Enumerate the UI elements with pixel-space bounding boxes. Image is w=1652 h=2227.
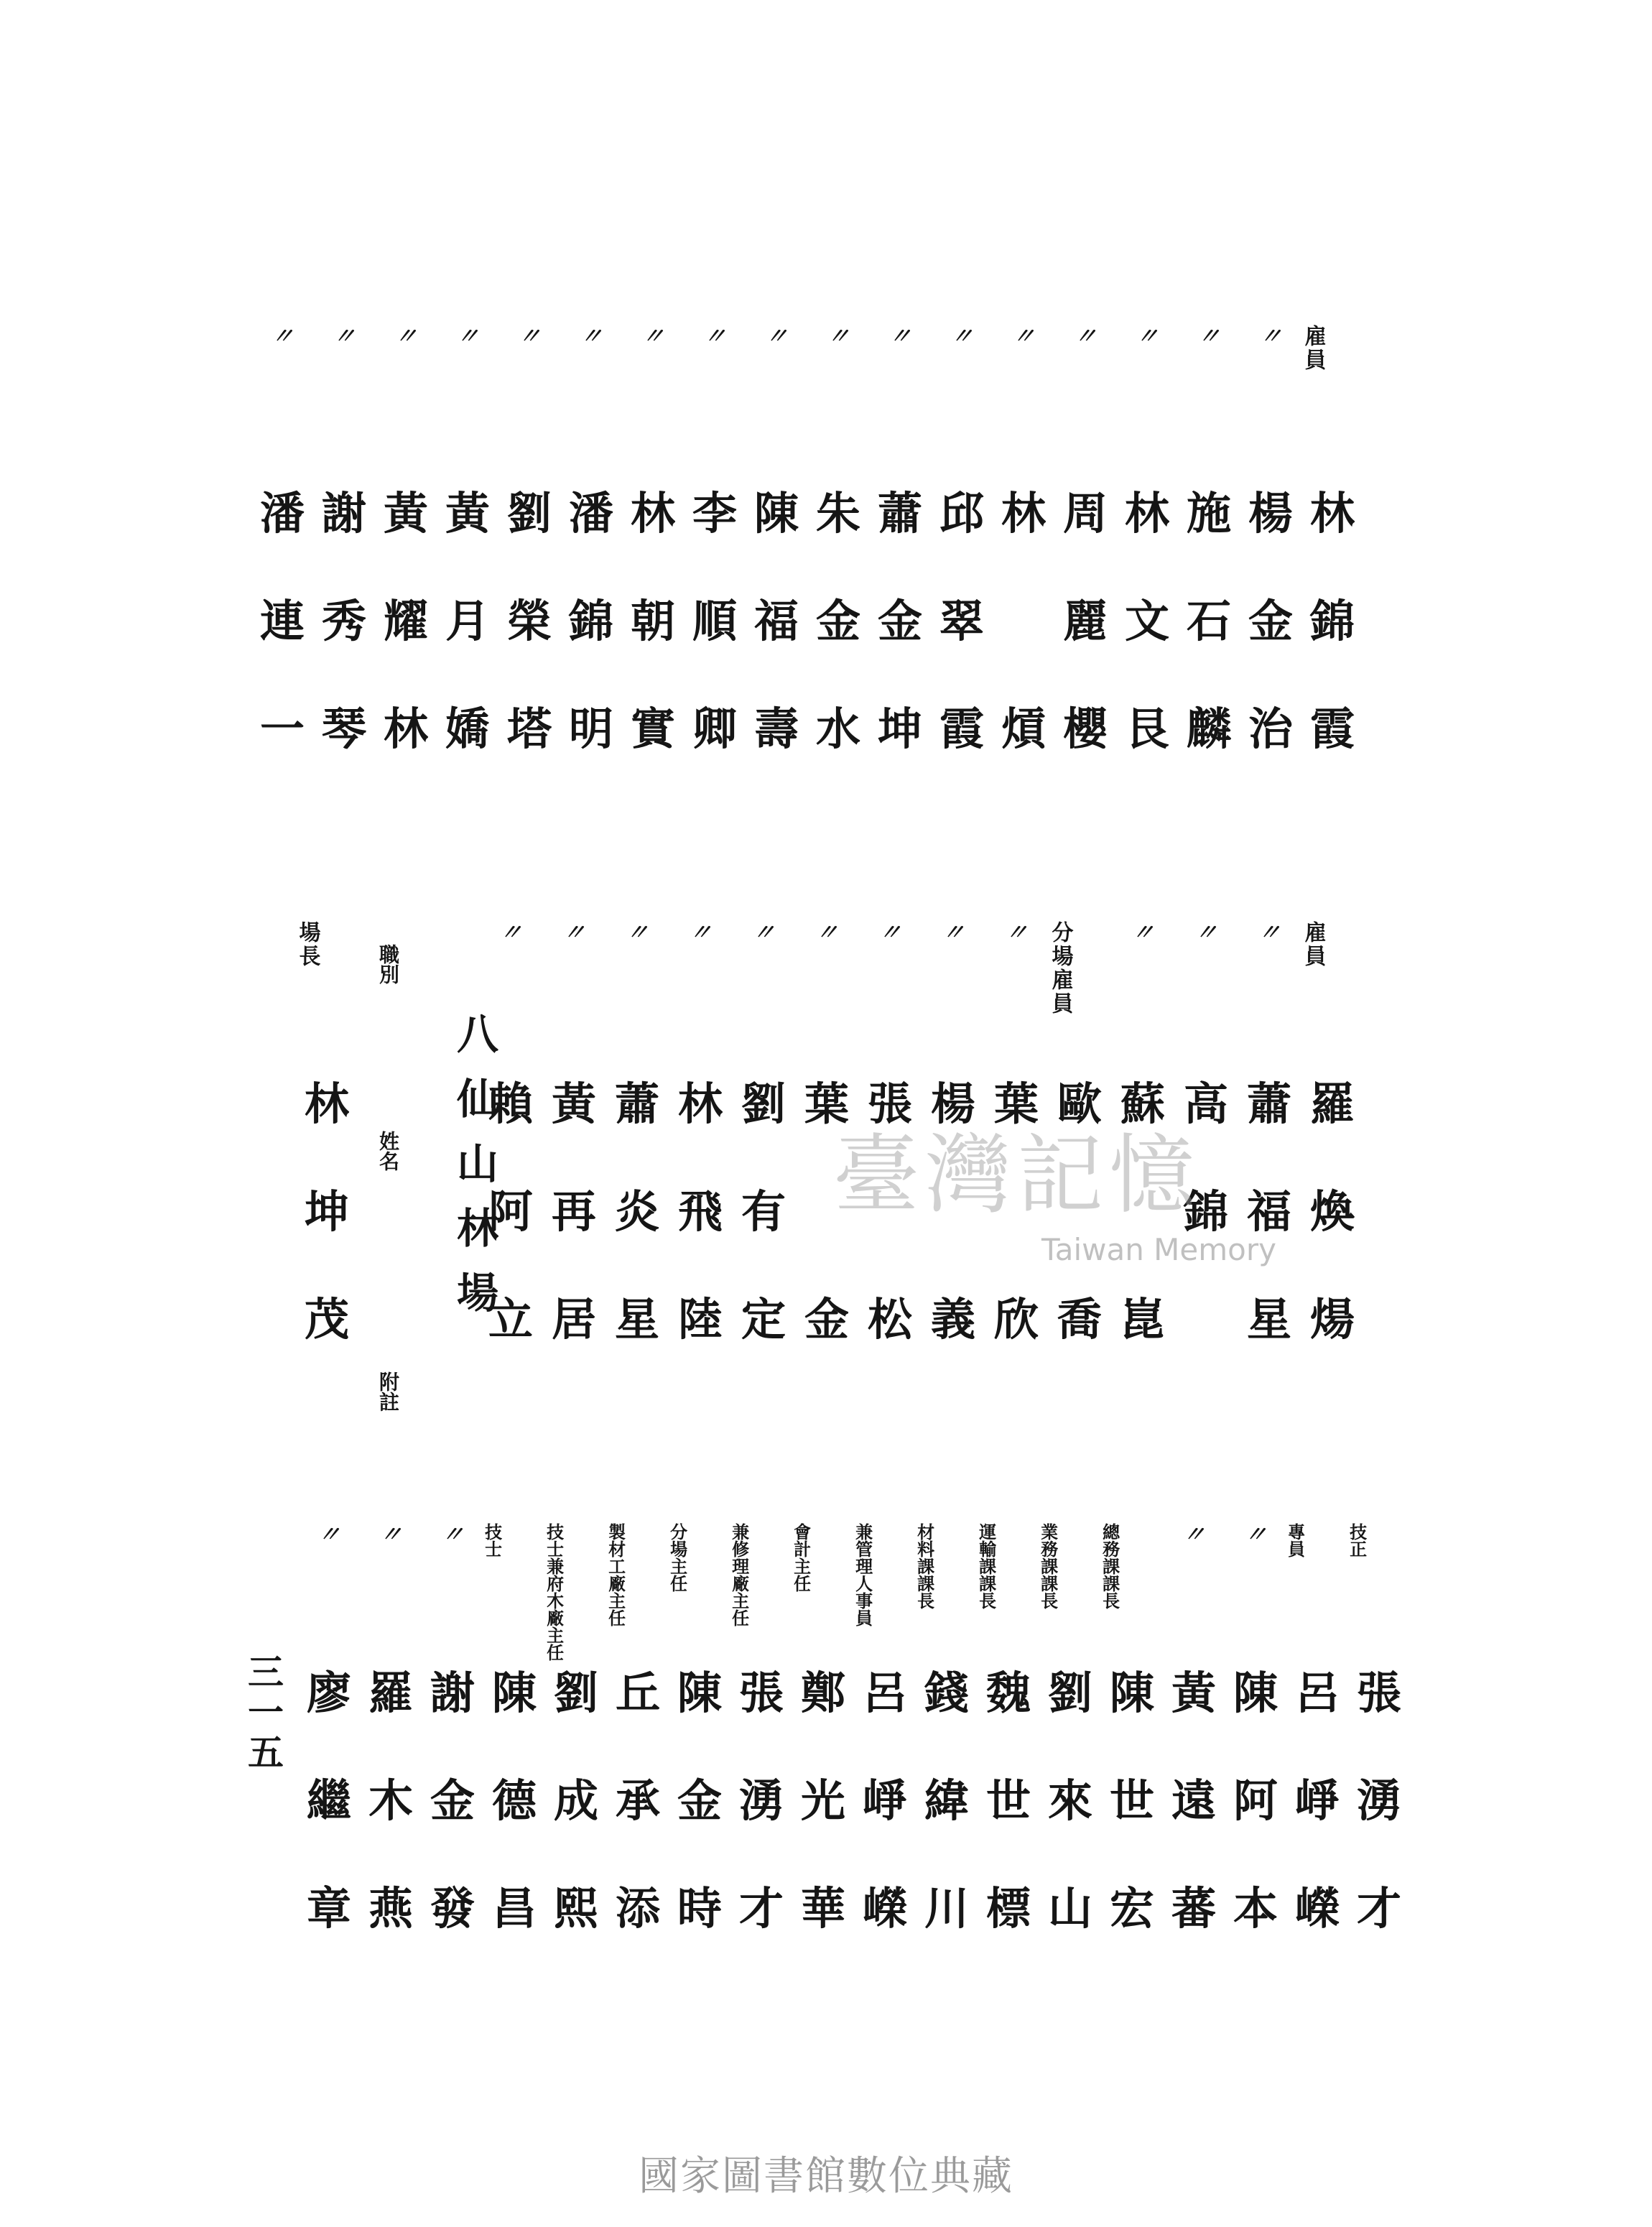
person-name (858, 1050, 922, 1374)
name-character: 錦 (1183, 1185, 1228, 1238)
name-character: 黃 (551, 1078, 596, 1130)
person-name (668, 1050, 733, 1374)
unit-name-character: 八 (456, 1010, 498, 1059)
name-character: 劉 (1047, 1667, 1092, 1719)
position-title: 技士兼府木廠主任 (543, 1523, 565, 1661)
name-character: 蕭 (1246, 1078, 1291, 1130)
name-character: 邱 (939, 487, 984, 540)
name-character: 華 (800, 1882, 845, 1935)
name-character: 耀 (383, 595, 428, 647)
unit-name-character: 場 (456, 1269, 498, 1318)
person-name (559, 460, 623, 783)
name-character: 林 (1124, 487, 1169, 540)
ditto-mark: 〃 (687, 920, 714, 945)
name-character: 羅 (368, 1667, 413, 1719)
person-name (791, 1639, 855, 1963)
name-character: 周 (1062, 487, 1108, 540)
name-character: 琴 (321, 703, 366, 755)
name-character: 葉 (993, 1078, 1039, 1130)
name-character: 丘 (615, 1667, 660, 1719)
name-character: 才 (738, 1882, 784, 1935)
person-name (1237, 1050, 1301, 1374)
name-character: 崢 (1294, 1774, 1340, 1827)
ditto-mark: 〃 (1181, 1522, 1207, 1547)
name-character: 飛 (677, 1185, 723, 1238)
name-character: 艮 (1124, 703, 1169, 755)
position-title: 專員 (1284, 1523, 1306, 1557)
name-character: 陳 (491, 1667, 537, 1719)
name-character: 蕭 (614, 1078, 659, 1130)
ditto-mark: 〃 (1072, 324, 1099, 349)
name-character: 塔 (506, 703, 552, 755)
page-number-character: 三 (248, 1651, 284, 1693)
ditto-mark: 〃 (940, 920, 967, 945)
name-character: 錦 (1309, 595, 1355, 647)
position-title: 業務課課長 (1037, 1523, 1059, 1609)
name-character: 崑 (1120, 1293, 1165, 1346)
person-name (542, 1050, 606, 1374)
name-character: 羅 (1309, 1078, 1355, 1130)
director-name (294, 1050, 359, 1374)
person-name (984, 1050, 1049, 1374)
unit-name-character: 山 (456, 1139, 498, 1188)
position-title: 會計主任 (790, 1523, 812, 1592)
person-name (1285, 1639, 1350, 1963)
person-name (1110, 1050, 1175, 1374)
person-name (794, 1050, 859, 1374)
name-character: 黃 (383, 487, 428, 540)
name-character: 壽 (753, 703, 799, 755)
ditto-mark: 〃 (702, 324, 728, 349)
name-character: 本 (1233, 1882, 1278, 1935)
ditto-mark: 〃 (764, 324, 790, 349)
page-number (244, 1652, 287, 1773)
name-character: 喬 (1057, 1293, 1102, 1346)
name-character: 黃 (1171, 1667, 1216, 1719)
ditto-mark: 〃 (814, 920, 840, 945)
name-character: 潘 (568, 487, 613, 540)
name-character: 廖 (306, 1667, 351, 1719)
name-character: 光 (800, 1774, 845, 1827)
person-name (1100, 1639, 1164, 1963)
person-name (605, 1050, 669, 1374)
name-character: 嬌 (445, 703, 490, 755)
name-character: 霞 (1309, 703, 1355, 755)
name-character: 月 (445, 595, 490, 647)
position-title: 運輸課課長 (975, 1523, 997, 1609)
name-character: 繼 (306, 1774, 351, 1827)
position-title: 技正 (1346, 1523, 1368, 1557)
name-character: 木 (368, 1774, 413, 1827)
name-character: 湧 (738, 1774, 784, 1827)
name-character: 卿 (692, 703, 737, 755)
name-character: 燕 (368, 1882, 413, 1935)
name-character: 欣 (993, 1293, 1039, 1346)
name-character: 榮 (506, 595, 552, 647)
name-character: 林 (677, 1078, 723, 1130)
name-character: 治 (1248, 703, 1293, 755)
name-character: 蘇 (1120, 1078, 1165, 1130)
name-character: 楊 (1248, 487, 1293, 540)
name-character: 再 (551, 1185, 596, 1238)
ditto-mark: 〃 (269, 324, 296, 349)
name-character: 緯 (924, 1774, 969, 1827)
person-name (1238, 460, 1303, 783)
name-character: 櫻 (1062, 703, 1108, 755)
person-name (358, 1639, 423, 1963)
person-name (297, 1639, 361, 1963)
name-character: 劉 (741, 1078, 786, 1130)
name-character: 發 (430, 1882, 475, 1935)
name-character: 張 (867, 1078, 912, 1130)
name-character: 立 (488, 1293, 533, 1346)
name-character: 金 (877, 595, 922, 647)
name-character: 張 (1356, 1667, 1401, 1719)
ditto-mark: 〃 (751, 920, 777, 945)
person-name (682, 460, 747, 783)
person-name (1053, 460, 1118, 783)
name-character: 昌 (491, 1882, 537, 1935)
header-title-label: 職別 (376, 944, 400, 984)
person-name (1174, 1050, 1238, 1374)
position-title: 雇員 (1300, 921, 1326, 968)
name-character: 蕭 (877, 487, 922, 540)
name-character: 謝 (321, 487, 366, 540)
name-character: 順 (692, 595, 737, 647)
name-character: 實 (630, 703, 675, 755)
person-name (1038, 1639, 1103, 1963)
person-name (1300, 1050, 1365, 1374)
header-note-label: 附註 (376, 1371, 400, 1412)
name-character: 遠 (1171, 1774, 1216, 1827)
person-name (373, 460, 438, 783)
person-name (976, 1639, 1041, 1963)
name-character: 鄭 (800, 1667, 845, 1719)
name-character: 蕃 (1171, 1882, 1216, 1935)
ditto-mark: 〃 (455, 324, 481, 349)
ditto-mark: 〃 (378, 1522, 404, 1547)
name-character: 金 (430, 1774, 475, 1827)
person-name (1347, 1639, 1411, 1963)
ditto-mark: 〃 (825, 324, 852, 349)
name-character: 煥 (1309, 1185, 1355, 1238)
name-character: 金 (815, 595, 860, 647)
ditto-mark: 〃 (1258, 324, 1284, 349)
person-name (868, 460, 932, 783)
ditto-mark: 〃 (1011, 324, 1037, 349)
ditto-mark: 〃 (1193, 920, 1220, 945)
person-name (250, 460, 315, 783)
unit-name-character: 林 (456, 1204, 498, 1253)
name-character: 坤 (304, 1185, 349, 1238)
position-title: 技士 (481, 1523, 503, 1557)
ditto-mark: 〃 (316, 1522, 343, 1547)
name-character: 居 (551, 1293, 596, 1346)
name-character: 歐 (1057, 1078, 1102, 1130)
name-character: 星 (614, 1293, 659, 1346)
name-character: 施 (1186, 487, 1231, 540)
name-character: 林 (1309, 487, 1355, 540)
name-character: 熕 (1001, 703, 1046, 755)
name-character: 來 (1047, 1774, 1092, 1827)
name-character: 賴 (488, 1078, 533, 1130)
ditto-mark: 〃 (516, 324, 543, 349)
ditto-mark: 〃 (949, 324, 975, 349)
name-character: 石 (1186, 595, 1231, 647)
position-title: 雇員 (1300, 325, 1326, 372)
watermark-text: 臺灣記憶 (833, 1126, 1201, 1226)
name-character: 陳 (753, 487, 799, 540)
position-title: 製材工廠主任 (605, 1523, 626, 1626)
person-name (744, 460, 809, 783)
name-character: 潘 (259, 487, 305, 540)
person-name (497, 460, 562, 783)
name-character: 麟 (1186, 703, 1231, 755)
name-character: 錢 (924, 1667, 969, 1719)
person-name (667, 1639, 732, 1963)
ditto-mark: 〃 (1134, 324, 1161, 349)
person-name (1223, 1639, 1288, 1963)
person-name (729, 1639, 794, 1963)
name-character: 楊 (930, 1078, 975, 1130)
unit-name-character: 仙 (456, 1075, 498, 1124)
name-character: 林 (630, 487, 675, 540)
name-character: 承 (615, 1774, 660, 1827)
page-number-character: 一 (248, 1691, 284, 1733)
ditto-mark: 〃 (393, 324, 419, 349)
ditto-mark: 〃 (1130, 920, 1156, 945)
name-character: 章 (306, 1882, 351, 1935)
person-name (435, 460, 500, 783)
position-title: 分場主任 (667, 1523, 688, 1592)
ditto-mark: 〃 (331, 324, 358, 349)
name-character: 湧 (1356, 1774, 1401, 1827)
name-character: 金 (1248, 595, 1293, 647)
name-character: 福 (1246, 1185, 1291, 1238)
person-name (929, 460, 994, 783)
person-name (621, 460, 685, 783)
name-character: 才 (1356, 1882, 1401, 1935)
name-character: 煬 (1309, 1293, 1355, 1346)
name-character: 義 (930, 1293, 975, 1346)
name-character: 星 (1246, 1293, 1291, 1346)
footer-archive-label: 國家圖書館數位典藏 (639, 2153, 1013, 2200)
name-character: 崢 (862, 1774, 907, 1827)
name-character: 標 (985, 1882, 1031, 1935)
name-character: 朱 (815, 487, 860, 540)
position-title: 材料課課長 (914, 1523, 935, 1609)
name-character: 世 (1109, 1774, 1154, 1827)
person-name (806, 460, 871, 783)
name-character: 謝 (430, 1667, 475, 1719)
person-name (1047, 1050, 1112, 1374)
header-name-label: 姓名 (376, 1131, 400, 1171)
person-name (991, 460, 1056, 783)
name-character: 魏 (985, 1667, 1031, 1719)
person-name (1300, 460, 1365, 783)
name-character: 林 (1001, 487, 1046, 540)
name-character: 明 (568, 703, 613, 755)
person-name (853, 1639, 917, 1963)
name-character: 陳 (1233, 1667, 1278, 1719)
name-character: 金 (804, 1293, 849, 1346)
person-name (312, 460, 376, 783)
person-name (1161, 1639, 1226, 1963)
ditto-mark: 〃 (561, 920, 588, 945)
name-character: 熙 (553, 1882, 598, 1935)
name-character: 黃 (445, 487, 490, 540)
name-character: 阿 (488, 1185, 533, 1238)
name-character: 川 (924, 1882, 969, 1935)
unit-name-baxianshan (449, 1002, 506, 1325)
name-character: 劉 (553, 1667, 598, 1719)
name-character: 陸 (677, 1293, 723, 1346)
person-name (914, 1639, 979, 1963)
name-character: 一 (259, 703, 305, 755)
name-character: 連 (259, 595, 305, 647)
ditto-mark: 〃 (624, 920, 651, 945)
name-character: 嶸 (862, 1882, 907, 1935)
name-character: 文 (1124, 595, 1169, 647)
name-character: 陳 (677, 1667, 722, 1719)
name-character: 呂 (862, 1667, 907, 1719)
ditto-mark: 〃 (640, 324, 667, 349)
ditto-mark: 〃 (440, 1522, 466, 1547)
ditto-mark: 〃 (578, 324, 605, 349)
ditto-mark: 〃 (887, 324, 914, 349)
name-character: 嶸 (1294, 1882, 1340, 1935)
person-name (482, 1639, 547, 1963)
ditto-mark: 〃 (1256, 920, 1283, 945)
page-number-character: 五 (248, 1731, 284, 1774)
person-name (731, 1050, 796, 1374)
director-title: 場長 (294, 921, 320, 968)
position-title: 兼管理人事員 (852, 1523, 873, 1626)
name-character: 阿 (1233, 1774, 1278, 1827)
name-character: 茂 (304, 1293, 349, 1346)
name-character: 霞 (939, 703, 984, 755)
ditto-mark: 〃 (1003, 920, 1030, 945)
name-character: 劉 (506, 487, 552, 540)
position-title: 兼修理廠主任 (728, 1523, 750, 1626)
ditto-mark: 〃 (498, 920, 524, 945)
name-character: 炎 (614, 1185, 659, 1238)
name-character: 陳 (1109, 1667, 1154, 1719)
name-character: 世 (985, 1774, 1031, 1827)
ditto-mark: 〃 (1243, 1522, 1269, 1547)
name-character: 麗 (1062, 595, 1108, 647)
name-character: 秀 (321, 595, 366, 647)
name-character: 定 (741, 1293, 786, 1346)
name-character: 宏 (1109, 1882, 1154, 1935)
name-character: 呂 (1294, 1667, 1340, 1719)
name-character: 福 (753, 595, 799, 647)
position-title: 分場雇員 (1047, 921, 1073, 1016)
name-character: 時 (677, 1882, 722, 1935)
ditto-mark: 〃 (877, 920, 904, 945)
position-title: 總務課課長 (1099, 1523, 1120, 1609)
name-character: 金 (677, 1774, 722, 1827)
name-character: 水 (815, 703, 860, 755)
watermark-english: Taiwan Memory (1041, 1232, 1276, 1267)
name-character: 林 (383, 703, 428, 755)
name-character: 葉 (804, 1078, 849, 1130)
name-character: 添 (615, 1882, 660, 1935)
name-character: 松 (867, 1293, 912, 1346)
ditto-mark: 〃 (1196, 324, 1222, 349)
person-name (921, 1050, 985, 1374)
name-character: 高 (1183, 1078, 1228, 1130)
name-character: 林 (304, 1078, 349, 1130)
name-character: 坤 (877, 703, 922, 755)
name-character: 德 (491, 1774, 537, 1827)
name-character: 翠 (939, 595, 984, 647)
name-character: 朝 (630, 595, 675, 647)
name-character: 李 (692, 487, 737, 540)
person-name (1177, 460, 1241, 783)
person-name (544, 1639, 608, 1963)
name-character: 有 (741, 1185, 786, 1238)
person-name (605, 1639, 670, 1963)
name-character: 張 (738, 1667, 784, 1719)
person-name (1115, 460, 1179, 783)
name-character: 山 (1047, 1882, 1092, 1935)
name-character: 成 (553, 1774, 598, 1827)
person-name (420, 1639, 485, 1963)
name-character: 錦 (568, 595, 613, 647)
